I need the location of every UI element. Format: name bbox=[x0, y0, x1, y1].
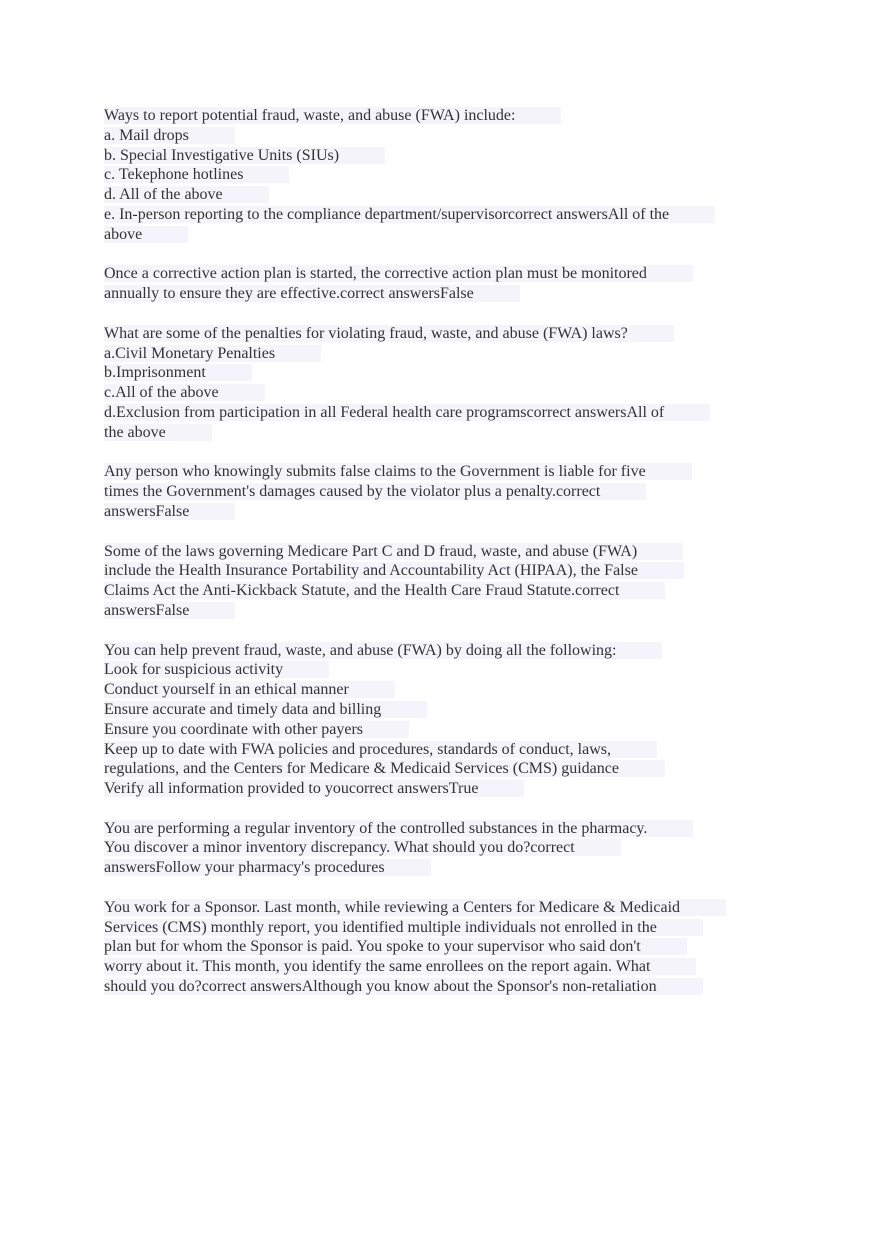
text-line bbox=[104, 858, 784, 878]
text-line-content: Claims Act the Anti-Kickback Statute, and the Health Care Fraud Statute.correct bbox=[104, 582, 665, 599]
text-line bbox=[104, 542, 784, 562]
text-line-content: Ways to report potential fraud, waste, and abuse (FWA) include: bbox=[104, 107, 561, 124]
text-line bbox=[104, 106, 784, 126]
text-line bbox=[104, 284, 784, 304]
text-line bbox=[104, 957, 784, 977]
question-answer-block bbox=[104, 898, 784, 997]
text-line bbox=[104, 146, 784, 166]
text-line bbox=[104, 363, 784, 383]
text-line bbox=[104, 700, 784, 720]
text-line-content: worry about it. This month, you identify the same enrollees on the report again. What bbox=[104, 958, 696, 975]
text-line bbox=[104, 403, 784, 423]
text-line-content: answersFalse bbox=[104, 503, 235, 520]
text-line bbox=[104, 344, 784, 364]
text-line-content: Conduct yourself in an ethical manner bbox=[104, 681, 395, 698]
text-line bbox=[104, 779, 784, 799]
text-line-content: Verify all information provided to youcorrect answersTrue bbox=[104, 780, 524, 797]
text-line-content: a.Civil Monetary Penalties bbox=[104, 345, 321, 362]
text-line-content: answersFollow your pharmacy's procedures bbox=[104, 859, 431, 876]
text-line-content: times the Government's damages caused by the violator plus a penalty.correct bbox=[104, 483, 646, 500]
text-line bbox=[104, 165, 784, 185]
text-line-content: d. All of the above bbox=[104, 186, 269, 203]
text-line-content: You discover a minor inventory discrepancy. What should you do?correct bbox=[104, 839, 621, 856]
text-line bbox=[104, 324, 784, 344]
text-line-content: Ensure you coordinate with other payers bbox=[104, 721, 409, 738]
text-line bbox=[104, 502, 784, 522]
text-line-content: You are performing a regular inventory of the controlled substances in the pharmacy. bbox=[104, 820, 693, 837]
text-line-content: b.Imprisonment bbox=[104, 364, 252, 381]
text-line-content: You can help prevent fraud, waste, and abuse (FWA) by doing all the following: bbox=[104, 642, 662, 659]
text-line bbox=[104, 185, 784, 205]
text-line-content: should you do?correct answersAlthough you know about the Sponsor's non-retaliation bbox=[104, 978, 703, 995]
text-line-content: Keep up to date with FWA policies and procedures, standards of conduct, laws, bbox=[104, 741, 657, 758]
text-line bbox=[104, 660, 784, 680]
question-answer-block bbox=[104, 542, 784, 621]
text-line-content: What are some of the penalties for violating fraud, waste, and abuse (FWA) laws? bbox=[104, 325, 674, 342]
text-line bbox=[104, 561, 784, 581]
text-line bbox=[104, 581, 784, 601]
text-line bbox=[104, 838, 784, 858]
question-answer-block bbox=[104, 819, 784, 878]
text-line-content: d.Exclusion from participation in all Federal health care programscorrect answersAll of bbox=[104, 404, 710, 421]
text-line bbox=[104, 819, 784, 839]
text-line bbox=[104, 918, 784, 938]
text-line-content: above bbox=[104, 226, 188, 243]
question-answer-block bbox=[104, 106, 784, 245]
text-line-content: Once a corrective action plan is started, the corrective action plan must be monitored bbox=[104, 265, 693, 282]
text-line bbox=[104, 383, 784, 403]
text-line-content: the above bbox=[104, 424, 212, 441]
text-line-content: include the Health Insurance Portability and Accountability Act (HIPAA), the False bbox=[104, 562, 684, 579]
text-line bbox=[104, 720, 784, 740]
text-line bbox=[104, 225, 784, 245]
question-answer-block bbox=[104, 641, 784, 799]
text-line bbox=[104, 264, 784, 284]
question-answer-block bbox=[104, 324, 784, 443]
text-line-content: Any person who knowingly submits false claims to the Government is liable for five bbox=[104, 463, 692, 480]
document-text bbox=[104, 106, 784, 1017]
text-line bbox=[104, 641, 784, 661]
text-line-content: answersFalse bbox=[104, 602, 235, 619]
text-line bbox=[104, 680, 784, 700]
text-line bbox=[104, 482, 784, 502]
text-line-content: e. In-person reporting to the compliance department/supervisorcorrect answersAll of the bbox=[104, 206, 715, 223]
text-line-content: a. Mail drops bbox=[104, 127, 235, 144]
text-line bbox=[104, 205, 784, 225]
text-line bbox=[104, 977, 784, 997]
question-answer-block bbox=[104, 264, 784, 304]
text-line bbox=[104, 462, 784, 482]
text-line bbox=[104, 423, 784, 443]
text-line-content: You work for a Sponsor. Last month, while reviewing a Centers for Medicare & Medicaid bbox=[104, 899, 726, 916]
text-line-content: plan but for whom the Sponsor is paid. You spoke to your supervisor who said don't bbox=[104, 938, 687, 955]
text-line-content: annually to ensure they are effective.correct answersFalse bbox=[104, 285, 520, 302]
text-line-content: c.All of the above bbox=[104, 384, 265, 401]
text-line-content: regulations, and the Centers for Medicare & Medicaid Services (CMS) guidance bbox=[104, 760, 665, 777]
text-line-content: Some of the laws governing Medicare Part C and D fraud, waste, and abuse (FWA) bbox=[104, 543, 683, 560]
text-line-content: c. Tekephone hotlines bbox=[104, 166, 289, 183]
text-line-content: Services (CMS) monthly report, you identified multiple individuals not enrolled in the bbox=[104, 919, 703, 936]
question-answer-block bbox=[104, 462, 784, 521]
text-line bbox=[104, 759, 784, 779]
text-line bbox=[104, 898, 784, 918]
text-line bbox=[104, 126, 784, 146]
text-line-content: Look for suspicious activity bbox=[104, 661, 329, 678]
text-line-content: Ensure accurate and timely data and billing bbox=[104, 701, 427, 718]
text-line bbox=[104, 601, 784, 621]
text-line-content: b. Special Investigative Units (SIUs) bbox=[104, 147, 385, 164]
text-line bbox=[104, 740, 784, 760]
text-line bbox=[104, 937, 784, 957]
